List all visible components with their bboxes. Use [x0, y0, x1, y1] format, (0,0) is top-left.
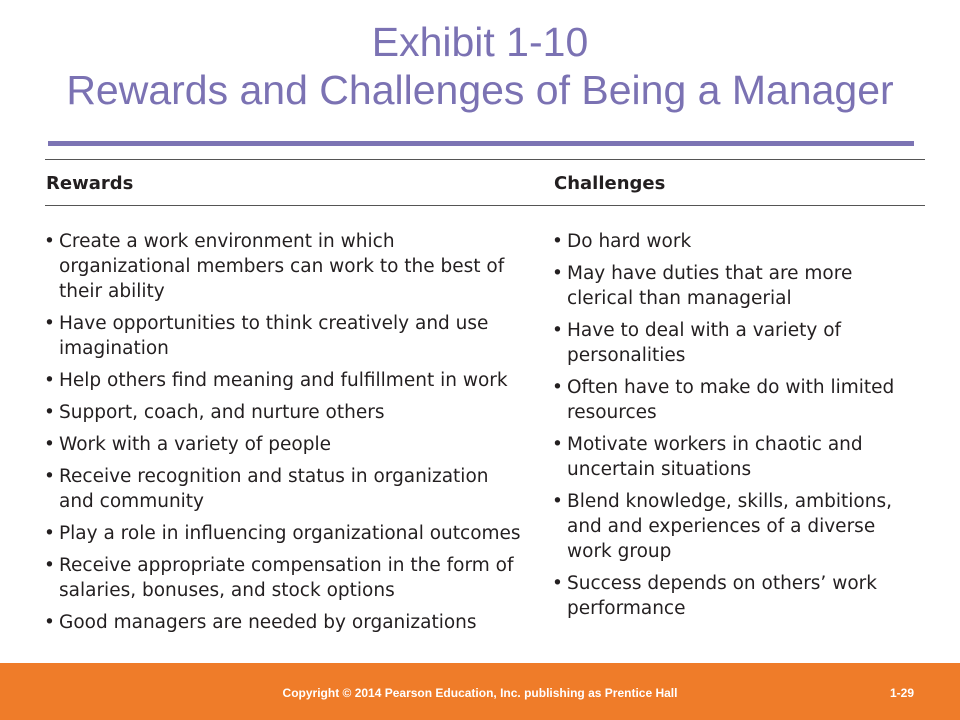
title-underline [48, 141, 914, 146]
list-item: • Success depends on others’ work performance [552, 571, 912, 621]
list-item: • Often have to make do with limited resources [552, 375, 912, 425]
list-item: • Have to deal with a variety of personalities [552, 318, 912, 368]
challenges-list [552, 229, 912, 628]
list-item: • Support, coach, and nurture others [44, 400, 524, 425]
list-item: • Receive recognition and status in organization and community [44, 464, 524, 514]
list-item: • Blend knowledge, skills, ambitions, and and experiences of a diverse work group [552, 489, 912, 564]
rewards-list [44, 229, 524, 642]
copyright-text: Copyright © 2014 Pearson Education, Inc. publishing as Prentice Hall [282, 686, 678, 700]
challenges-header: Challenges [554, 173, 666, 194]
list-item: • Help others find meaning and fulfillment in work [44, 368, 524, 393]
table-top-rule [45, 159, 925, 160]
list-item: • Motivate workers in chaotic and uncertain situations [552, 432, 912, 482]
list-item: • Create a work environment in which organizational members can work to the best of their ability [44, 229, 524, 304]
slide-number: 1-29 [889, 686, 914, 700]
list-item: • Do hard work [552, 229, 912, 254]
title-heading: Rewards and Challenges of Being a Manager [66, 67, 894, 113]
table-header-rule [45, 205, 925, 206]
title-exhibit-number: Exhibit 1-10 [371, 19, 589, 65]
rewards-header: Rewards [46, 173, 134, 194]
footer-bar [0, 663, 960, 720]
list-item: • Receive appropriate compensation in the form of salaries, bonuses, and stock options [44, 553, 524, 603]
list-item: • Have opportunities to think creatively and use imagination [44, 311, 524, 361]
slide-title [0, 18, 960, 114]
list-item: • Play a role in influencing organizational outcomes [44, 521, 524, 546]
list-item: • May have duties that are more clerical than managerial [552, 261, 912, 311]
list-item: • Good managers are needed by organizations [44, 610, 524, 635]
list-item: • Work with a variety of people [44, 432, 524, 457]
